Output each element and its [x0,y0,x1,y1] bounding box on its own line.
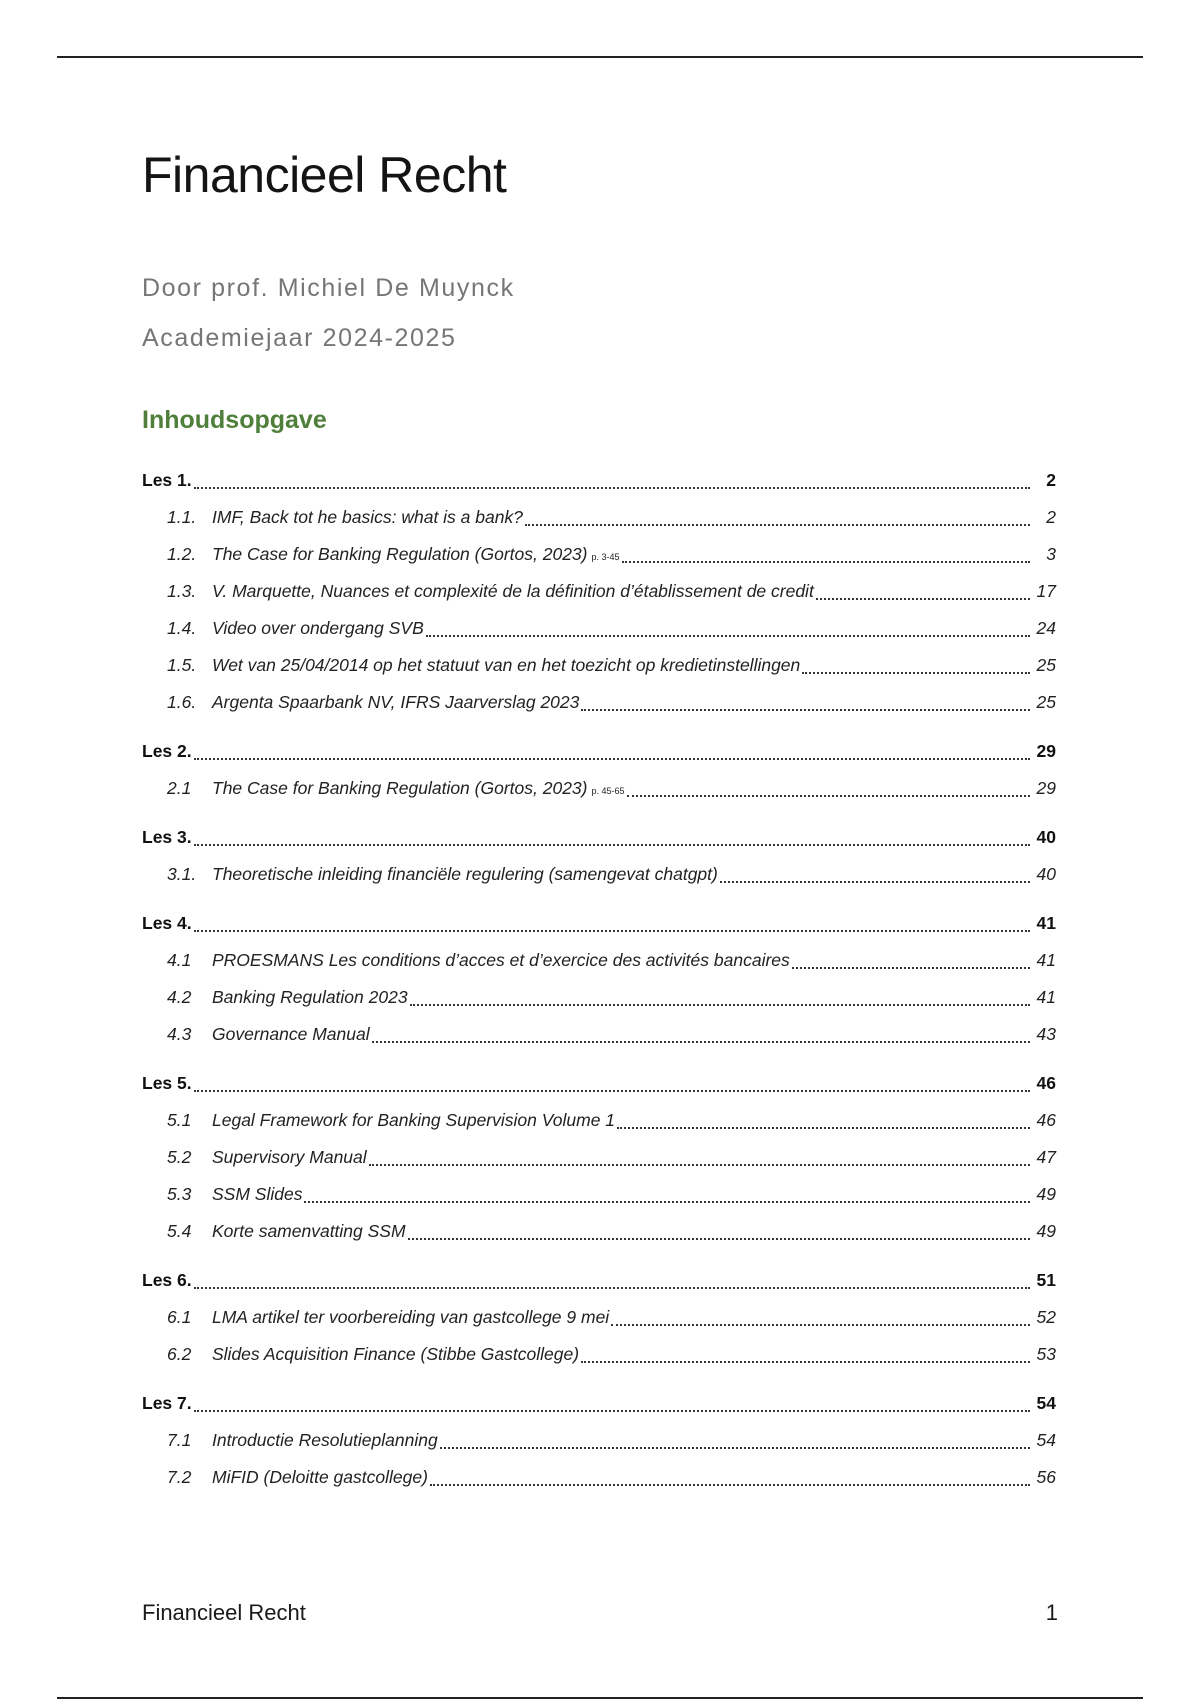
toc-entry-label: PROESMANS Les conditions d’acces et d’exercice des activités bancaires [212,950,790,970]
toc-dot-leader [194,844,1030,846]
toc-chapter-entry[interactable] [142,1262,1056,1299]
toc-section-entry[interactable] [142,1016,1056,1053]
toc-entry-label: Les 7. [142,1393,192,1413]
toc-entry-number: 7.1 [167,1430,192,1450]
toc-section-entry[interactable] [142,1213,1056,1250]
toc-entry-label: Les 2. [142,741,192,761]
toc-entry-page: 3 [1046,544,1056,564]
toc-entry-number: 1.5. [167,655,197,675]
toc-section-entry[interactable] [142,647,1056,684]
toc-entry-label: Les 4. [142,913,192,933]
toc-entry-page: 25 [1036,692,1056,712]
toc-entry-page-range-note: p. 45-65 [591,786,625,796]
toc-dot-leader [617,1127,1030,1129]
toc-entry-label: LMA artikel ter voorbereiding van gastcollege 9 mei [212,1307,610,1327]
toc-entry-page: 49 [1036,1184,1056,1204]
toc-dot-leader [194,487,1030,489]
document-title: Financieel Recht [142,147,507,203]
toc-dot-leader [622,561,1030,563]
toc-dot-leader [720,881,1030,883]
toc-entry-page: 47 [1036,1147,1056,1167]
toc-entry-page: 53 [1036,1344,1056,1364]
toc-entry-page: 17 [1036,581,1056,601]
toc-section-entry[interactable] [142,684,1056,721]
toc-dot-leader [194,1287,1030,1289]
toc-entry-number: 1.3. [167,581,197,601]
table-of-contents [142,462,1056,1496]
toc-dot-leader [410,1004,1030,1006]
toc-dot-leader [440,1447,1030,1449]
toc-entry-page: 43 [1036,1024,1056,1044]
toc-dot-leader [304,1201,1030,1203]
toc-entry-number: 4.1 [167,950,192,970]
toc-section-entry[interactable] [142,1336,1056,1373]
toc-entry-page-range-note: p. 3-45 [591,552,620,562]
toc-entry-page: 24 [1036,618,1056,638]
toc-entry-label: Governance Manual [212,1024,370,1044]
toc-entry-page: 54 [1036,1393,1056,1413]
toc-entry-number: 1.1. [167,507,197,527]
toc-dot-leader [627,795,1030,797]
toc-entry-number: 5.4 [167,1221,192,1241]
toc-chapter-entry[interactable] [142,1065,1056,1102]
footer-rule [57,1697,1143,1699]
toc-section-entry[interactable] [142,770,1056,807]
toc-entry-page: 40 [1036,827,1056,847]
toc-section-entry[interactable] [142,1459,1056,1496]
toc-dot-leader [372,1041,1030,1043]
toc-entry-label: Legal Framework for Banking Supervision Volume 1 [212,1110,616,1130]
toc-entry-label: Les 6. [142,1270,192,1290]
toc-dot-leader [525,524,1030,526]
toc-entry-number: 1.6. [167,692,197,712]
toc-chapter-entry[interactable] [142,733,1056,770]
toc-entry-page: 40 [1036,864,1056,884]
toc-entry-page: 56 [1036,1467,1056,1487]
toc-entry-number: 7.2 [167,1467,192,1487]
toc-section-entry[interactable] [142,536,1056,573]
toc-chapter-entry[interactable] [142,1385,1056,1422]
header-rule [57,56,1143,58]
toc-entry-number: 1.4. [167,618,197,638]
toc-entry-label: Wet van 25/04/2014 op het statuut van en het toezicht op kredietinstellingen [212,655,801,675]
toc-dot-leader [816,598,1030,600]
toc-entry-label: Video over ondergang SVB [212,618,424,638]
toc-section-entry[interactable] [142,1422,1056,1459]
toc-section-entry[interactable] [142,942,1056,979]
toc-entry-page: 41 [1036,950,1056,970]
toc-entry-page: 29 [1036,778,1056,798]
toc-dot-leader [426,635,1030,637]
toc-dot-leader [369,1164,1030,1166]
toc-section-entry[interactable] [142,1299,1056,1336]
footer-page-number: 1 [1045,1600,1058,1625]
toc-dot-leader [194,1410,1030,1412]
toc-section-entry[interactable] [142,1139,1056,1176]
toc-dot-leader [581,709,1030,711]
toc-entry-label: Introductie Resolutieplanning [212,1430,438,1450]
toc-dot-leader [430,1484,1030,1486]
toc-dot-leader [194,930,1030,932]
toc-dot-leader [792,967,1030,969]
toc-entry-page: 51 [1036,1270,1056,1290]
toc-entry-number: 5.2 [167,1147,192,1167]
toc-entry-number: 2.1 [167,778,192,798]
toc-chapter-entry[interactable] [142,462,1056,499]
toc-entry-page: 25 [1036,655,1056,675]
toc-dot-leader [581,1361,1030,1363]
toc-entry-page: 54 [1036,1430,1056,1450]
toc-dot-leader [194,758,1030,760]
toc-section-entry[interactable] [142,499,1056,536]
toc-entry-label: The Case for Banking Regulation (Gortos, 2023) [212,544,588,564]
toc-entry-page: 41 [1036,987,1056,1007]
toc-entry-label: IMF, Back tot he basics: what is a bank? [212,507,523,527]
toc-entry-number: 1.2. [167,544,197,564]
author-line: Door prof. Michiel De Muynck [142,274,515,302]
toc-entry-number: 5.1 [167,1110,192,1130]
toc-entry-label: Korte samenvatting SSM [212,1221,406,1241]
toc-entry-label: MiFID (Deloitte gastcollege) [212,1467,428,1487]
toc-entry-label: The Case for Banking Regulation (Gortos, 2023) [212,778,588,798]
toc-entry-label: Les 3. [142,827,192,847]
toc-entry-number: 5.3 [167,1184,192,1204]
toc-chapter-entry[interactable] [142,819,1056,856]
toc-entry-label: Slides Acquisition Finance (Stibbe Gastcollege) [212,1344,580,1364]
toc-entry-label: Les 5. [142,1073,192,1093]
toc-dot-leader [194,1090,1030,1092]
toc-entry-page: 2 [1046,470,1056,490]
toc-entry-label: Theoretische inleiding financiële regulering (samengevat chatgpt) [212,864,718,884]
toc-entry-number: 6.2 [167,1344,192,1364]
toc-entry-label: V. Marquette, Nuances et complexité de la définition d’établissement de credit [212,581,814,601]
toc-entry-page: 49 [1036,1221,1056,1241]
toc-dot-leader [408,1238,1030,1240]
toc-dot-leader [802,672,1030,674]
toc-entry-page: 46 [1036,1073,1056,1093]
toc-entry-label: Supervisory Manual [212,1147,367,1167]
toc-entry-page: 41 [1036,913,1056,933]
toc-heading: Inhoudsopgave [142,406,327,434]
toc-chapter-entry[interactable] [142,905,1056,942]
toc-section-entry[interactable] [142,979,1056,1016]
toc-entry-label: Les 1. [142,470,192,490]
toc-entry-page: 29 [1036,741,1056,761]
toc-entry-label: Banking Regulation 2023 [212,987,408,1007]
academic-year-line: Academiejaar 2024-2025 [142,324,457,352]
toc-entry-label: SSM Slides [212,1184,303,1204]
toc-section-entry[interactable] [142,856,1056,893]
footer-title: Financieel Recht [142,1600,306,1625]
toc-entry-number: 3.1. [167,864,197,884]
toc-entry-number: 4.3 [167,1024,192,1044]
toc-dot-leader [611,1324,1030,1326]
toc-section-entry[interactable] [142,1102,1056,1139]
toc-section-entry[interactable] [142,1176,1056,1213]
toc-entry-label: Argenta Spaarbank NV, IFRS Jaarverslag 2023 [212,692,580,712]
toc-entry-number: 4.2 [167,987,192,1007]
toc-section-entry[interactable] [142,573,1056,610]
toc-entry-page: 2 [1046,507,1056,527]
toc-section-entry[interactable] [142,610,1056,647]
toc-entry-page: 52 [1036,1307,1056,1327]
toc-entry-number: 6.1 [167,1307,192,1327]
toc-entry-page: 46 [1036,1110,1056,1130]
